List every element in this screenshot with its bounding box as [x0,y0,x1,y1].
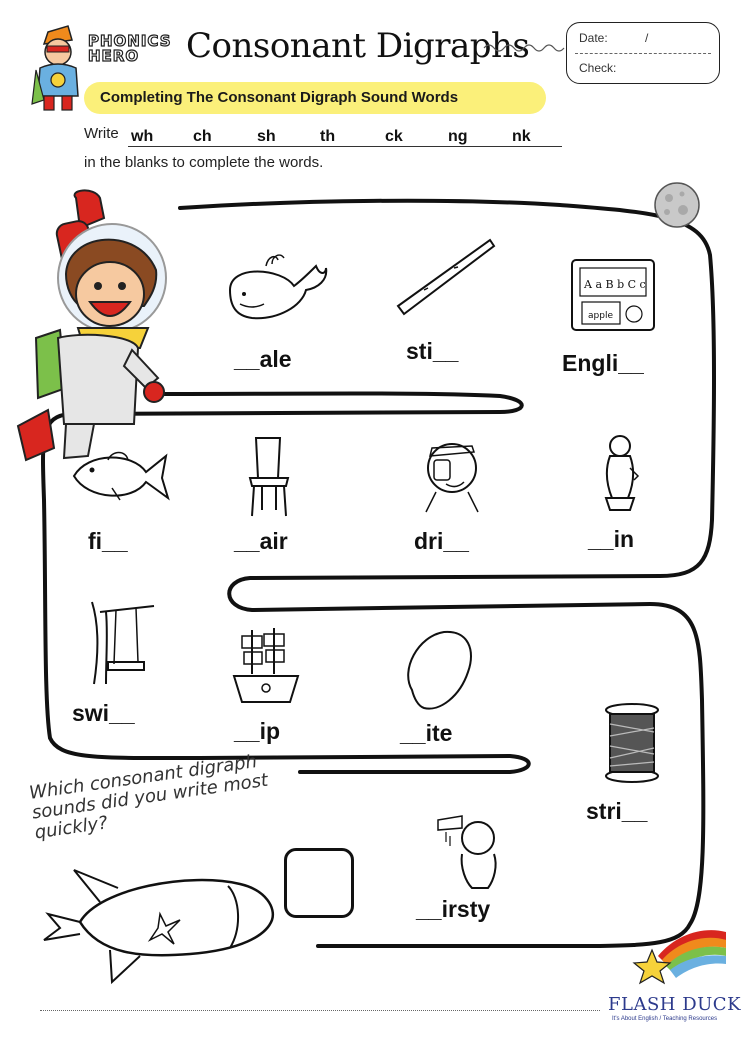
digraph-wh: wh [131,128,154,145]
word-fi: fi__ [88,528,128,554]
check-label: Check: [579,61,617,75]
word-dri: dri__ [414,528,469,554]
word-engli: Engli__ [562,350,644,376]
rocket-icon [40,858,280,994]
word-ip: __ip [234,718,281,744]
digraph-th: th [320,128,336,145]
digraph-nk: nk [512,128,531,145]
word-air: __air [234,528,288,554]
date-label: Date: [579,31,608,45]
shooting-star-icon [632,920,728,984]
astronaut-boy-icon [8,188,178,478]
whale-icon [222,250,330,326]
page-title: Consonant Digraphs [186,26,530,66]
word-swi: swi__ [72,700,135,726]
digraph-ch: ch [193,128,212,145]
digraph-ck: ck [385,128,403,145]
word-in: __in [588,526,635,552]
brand-line1: PHONICS [88,32,172,50]
board-text: A a B b C c [584,278,646,291]
word-ale: __ale [234,346,292,372]
instruction-write: Write [84,125,119,142]
date-separator: / [645,31,649,45]
stick-icon [394,234,498,316]
string-spool-icon [602,702,662,784]
word-irsty: __irsty [416,896,491,922]
fish-icon [68,446,172,506]
potato-bite-icon [398,626,478,714]
english-board-icon [568,256,658,334]
footer-tagline: It's About English / Teaching Resources [612,1016,718,1022]
brand-line2: HERO [88,47,140,65]
chair-icon [244,434,294,518]
moon-rock-icon [652,180,702,230]
apple-label: apple [588,311,613,321]
ship-icon [230,624,302,710]
flash-duck-logo: FLASH DUCK [608,994,742,1015]
subtitle-text: Completing The Consonant Digraph Sound Words [100,89,459,106]
word-ite: __ite [400,720,453,746]
answer-box[interactable] [284,848,354,918]
drink-boy-icon [412,434,492,514]
thirsty-icon [432,808,502,890]
word-sti: sti__ [406,338,459,364]
genie-icon [598,432,642,514]
word-stri: stri__ [586,798,648,824]
reflection-question: Which consonant digraph sounds did you write most quickly? [27,751,270,844]
digraph-ng: ng [448,128,468,145]
digraph-sh: sh [257,128,276,145]
instruction-line2: in the blanks to complete the words. [84,154,324,171]
footer-divider [40,1010,600,1011]
swing-icon [76,598,158,686]
